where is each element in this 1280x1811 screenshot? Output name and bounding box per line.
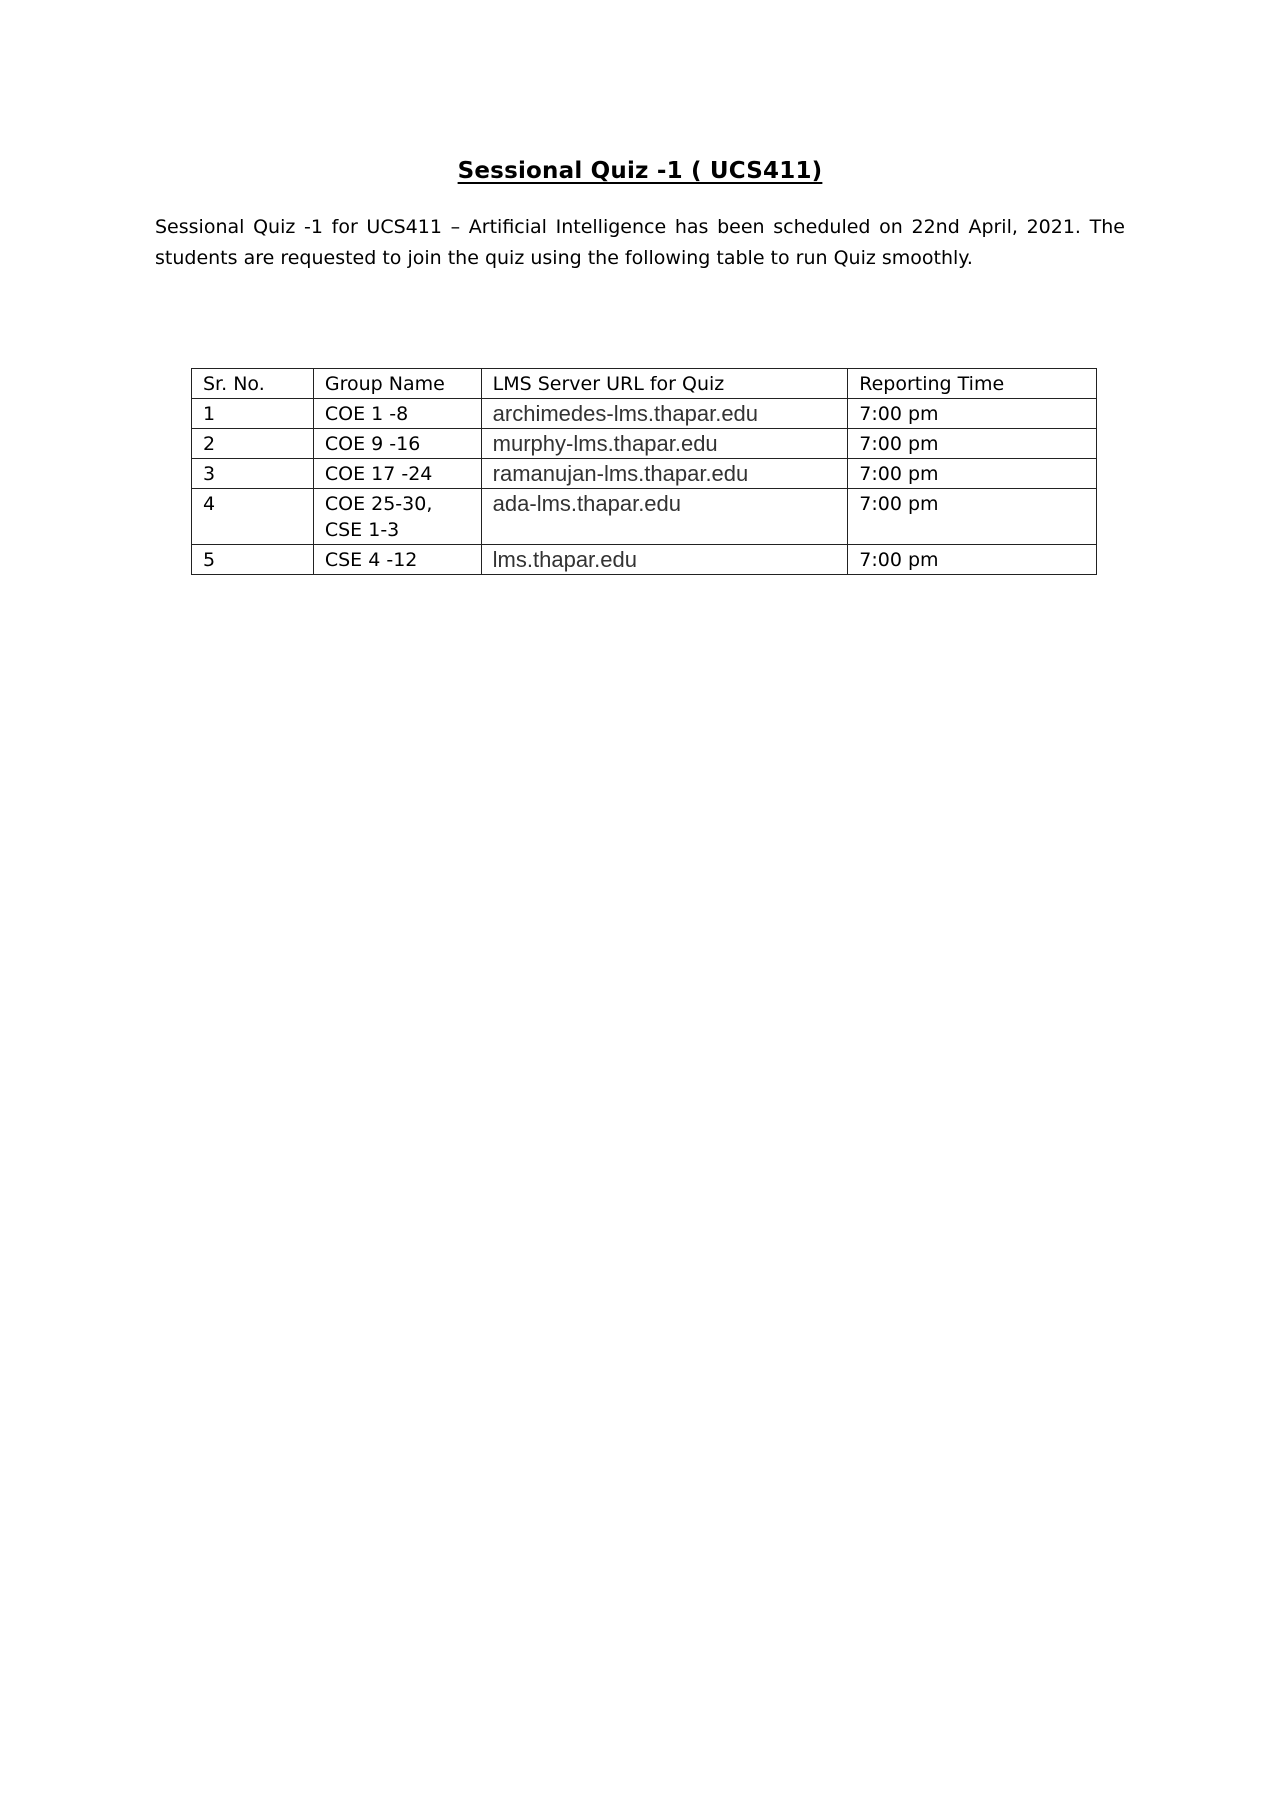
cell-lms-url: lms.thapar.edu: [481, 545, 848, 575]
cell-sr-no: 2: [192, 429, 314, 459]
cell-reporting-time: 7:00 pm: [848, 545, 1097, 575]
cell-sr-no: 1: [192, 399, 314, 429]
table-row: [192, 399, 1097, 429]
header-group-name: Group Name: [313, 369, 481, 399]
table-row: [192, 459, 1097, 489]
table-row: [192, 489, 1097, 545]
schedule-table: [191, 368, 1097, 575]
header-reporting-time: Reporting Time: [848, 369, 1097, 399]
cell-sr-no: 3: [192, 459, 314, 489]
cell-lms-url: ada-lms.thapar.edu: [481, 489, 848, 545]
cell-sr-no: 5: [192, 545, 314, 575]
cell-reporting-time: 7:00 pm: [848, 489, 1097, 545]
cell-group-name: COE 1 -8: [313, 399, 481, 429]
intro-paragraph: Sessional Quiz -1 for UCS411 – Artificial Intelligence has been scheduled on 22nd April, 2021. The students are requested to join the quiz using the following table to run Quiz smoothly.: [155, 216, 1125, 269]
header-sr-no: Sr. No.: [192, 369, 314, 399]
document-title: Sessional Quiz -1 ( UCS411): [457, 158, 823, 184]
table-row: [192, 429, 1097, 459]
cell-lms-url: archimedes-lms.thapar.edu: [481, 399, 848, 429]
table-row: [192, 545, 1097, 575]
cell-sr-no: 4: [192, 489, 314, 545]
cell-reporting-time: 7:00 pm: [848, 429, 1097, 459]
cell-reporting-time: 7:00 pm: [848, 459, 1097, 489]
cell-group-name-line2: CSE 1-3: [324, 519, 400, 541]
header-lms-url: LMS Server URL for Quiz: [481, 369, 848, 399]
cell-lms-url: murphy-lms.thapar.edu: [481, 429, 848, 459]
cell-group-name: [313, 489, 481, 545]
cell-group-name: COE 17 -24: [313, 459, 481, 489]
cell-group-name: CSE 4 -12: [313, 545, 481, 575]
cell-group-name: COE 9 -16: [313, 429, 481, 459]
cell-group-name-line1: COE 25-30,: [324, 493, 433, 515]
table-header-row: [192, 369, 1097, 399]
cell-lms-url: ramanujan-lms.thapar.edu: [481, 459, 848, 489]
cell-reporting-time: 7:00 pm: [848, 399, 1097, 429]
